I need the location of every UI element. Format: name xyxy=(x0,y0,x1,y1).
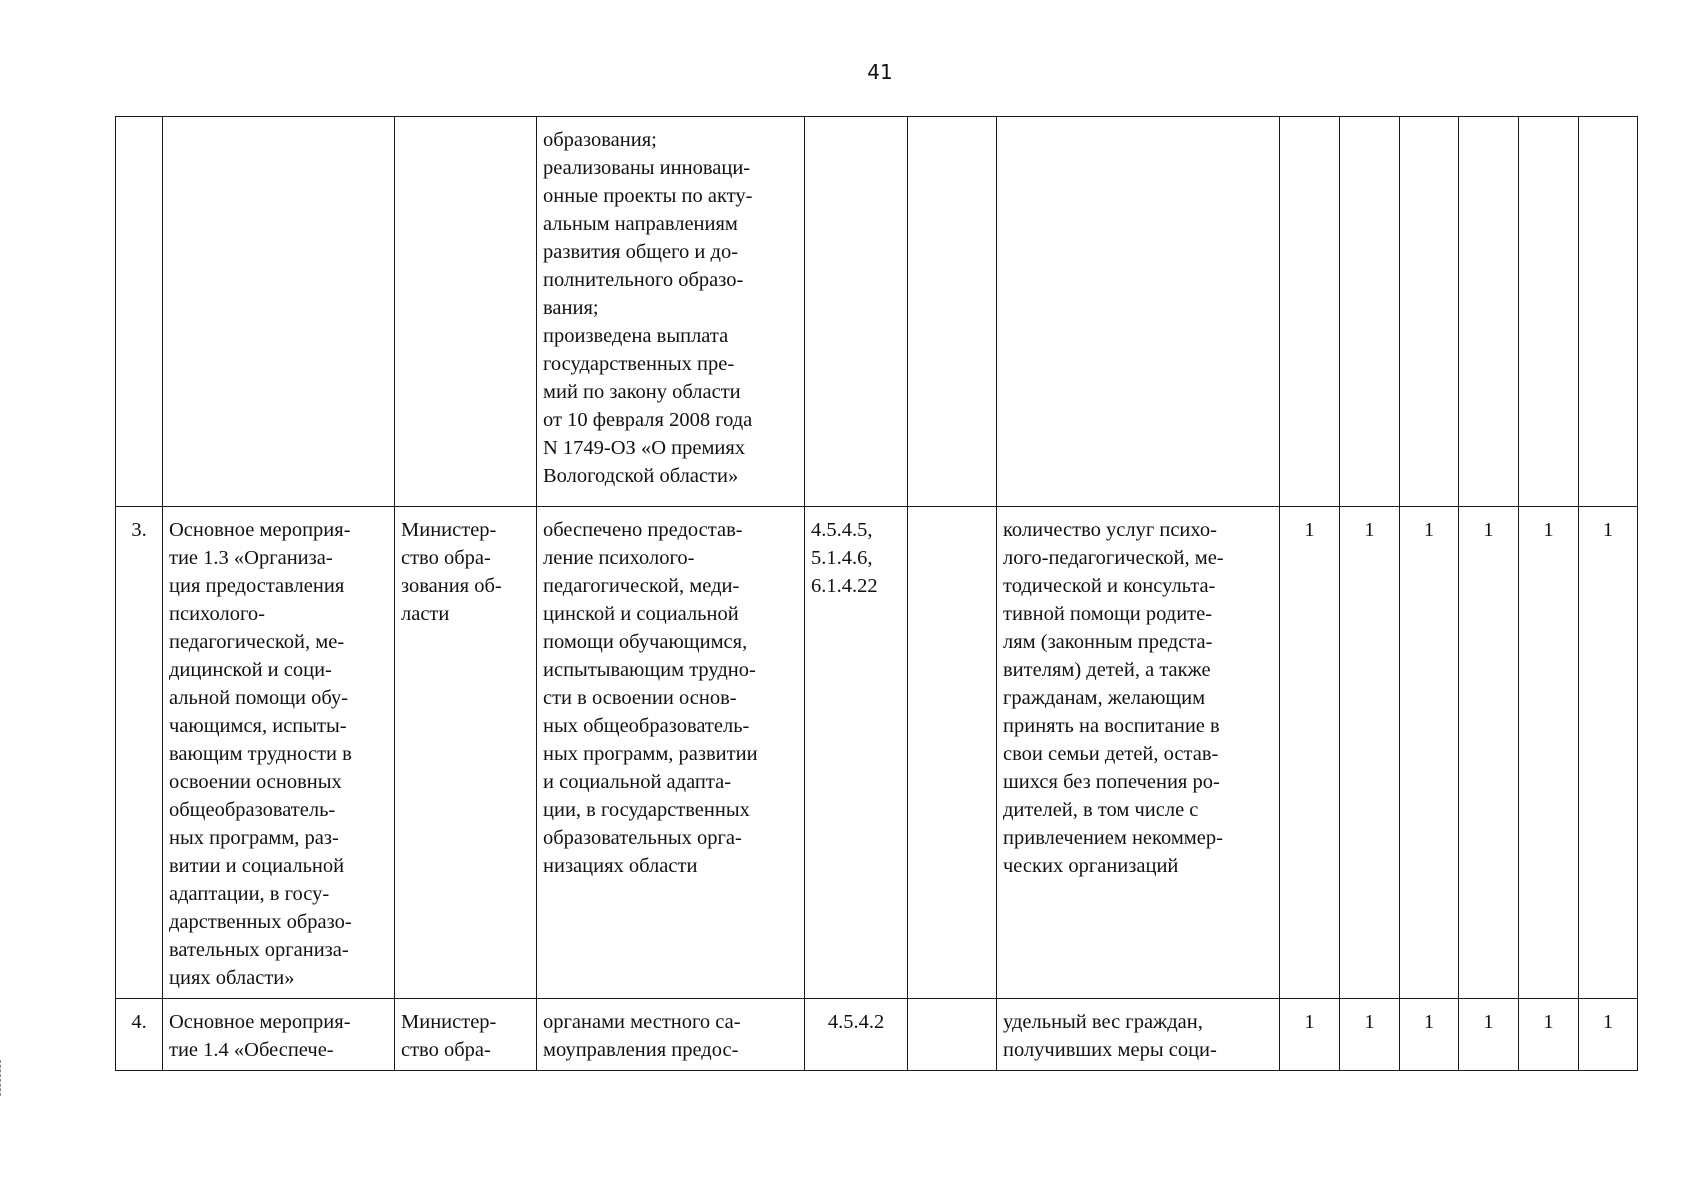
value-cell: 1 xyxy=(1519,507,1579,999)
executor-cell: Министер- ство обра- xyxy=(395,999,537,1071)
value-cell xyxy=(1519,117,1579,507)
executor-cell: Министер- ство обра- зования об- ласти xyxy=(395,507,537,999)
program-activities-table xyxy=(115,116,1638,1071)
event-cell xyxy=(163,117,395,507)
page-number: 41 xyxy=(867,60,893,84)
empty-cell xyxy=(908,999,997,1071)
value-cell xyxy=(1400,117,1459,507)
result-cell: образования; реализованы инноваци- онные проекты по акту- альным направлениям развития общего и до- полнительного образо- вания; произведена выплата государственных пре- мий по закону области от 10 февраля 2008 года N 1749-ОЗ «О премиях Вологодской области» xyxy=(537,117,805,507)
row-number-cell: 4. xyxy=(116,999,163,1071)
event-cell: Основное мероприя- тие 1.4 «Обеспече- xyxy=(163,999,395,1071)
value-cell: 1 xyxy=(1579,507,1638,999)
value-cell: 1 xyxy=(1459,999,1519,1071)
value-cell: 1 xyxy=(1400,999,1459,1071)
table-row xyxy=(116,507,1638,999)
indicator-cell xyxy=(997,117,1280,507)
table-row xyxy=(116,117,1638,507)
codes-cell: 4.5.4.5, 5.1.4.6, 6.1.4.22 xyxy=(805,507,908,999)
empty-cell xyxy=(908,507,997,999)
codes-cell xyxy=(805,117,908,507)
value-cell: 1 xyxy=(1280,507,1340,999)
scan-margin-marks xyxy=(0,1060,4,1096)
table-row xyxy=(116,999,1638,1071)
value-cell: 1 xyxy=(1579,999,1638,1071)
codes-cell: 4.5.4.2 xyxy=(805,999,908,1071)
value-cell: 1 xyxy=(1340,507,1400,999)
result-cell: органами местного са- моуправления предос- xyxy=(537,999,805,1071)
indicator-cell: количество услуг психо- лого-педагогической, ме- тодической и консульта- тивной помощи родите- лям (законным предста- вителям) детей, а также гражданам, желающим принять на воспитание в свои семьи детей, остав- шихся без попечения ро- дителей, в том числе с привлечением некоммер- ческих организаций xyxy=(997,507,1280,999)
value-cell xyxy=(1579,117,1638,507)
value-cell xyxy=(1280,117,1340,507)
empty-cell xyxy=(908,117,997,507)
value-cell: 1 xyxy=(1459,507,1519,999)
row-number-cell: 3. xyxy=(116,507,163,999)
event-cell: Основное мероприя- тие 1.3 «Организа- ция предоставления психолого- педагогической, ме- дицинской и соци- альной помощи обу- чающимся, испыты- вающим трудности в освоении основных общеобразователь- ных программ, раз- витии и социальной адаптации, в госу- дарственных образо- вательных организа- циях области» xyxy=(163,507,395,999)
value-cell: 1 xyxy=(1400,507,1459,999)
value-cell: 1 xyxy=(1280,999,1340,1071)
value-cell: 1 xyxy=(1340,999,1400,1071)
value-cell xyxy=(1459,117,1519,507)
indicator-cell: удельный вес граждан, получивших меры соци- xyxy=(997,999,1280,1071)
value-cell xyxy=(1340,117,1400,507)
value-cell: 1 xyxy=(1519,999,1579,1071)
result-cell: обеспечено предостав- ление психолого- педагогической, меди- цинской и социальной помощи обучающимся, испытывающим трудно- сти в освоении основ- ных общеобразователь- ных программ, развитии и социальной адапта- ции, в государственных образовательных орга- низациях области xyxy=(537,507,805,999)
row-number-cell xyxy=(116,117,163,507)
executor-cell xyxy=(395,117,537,507)
